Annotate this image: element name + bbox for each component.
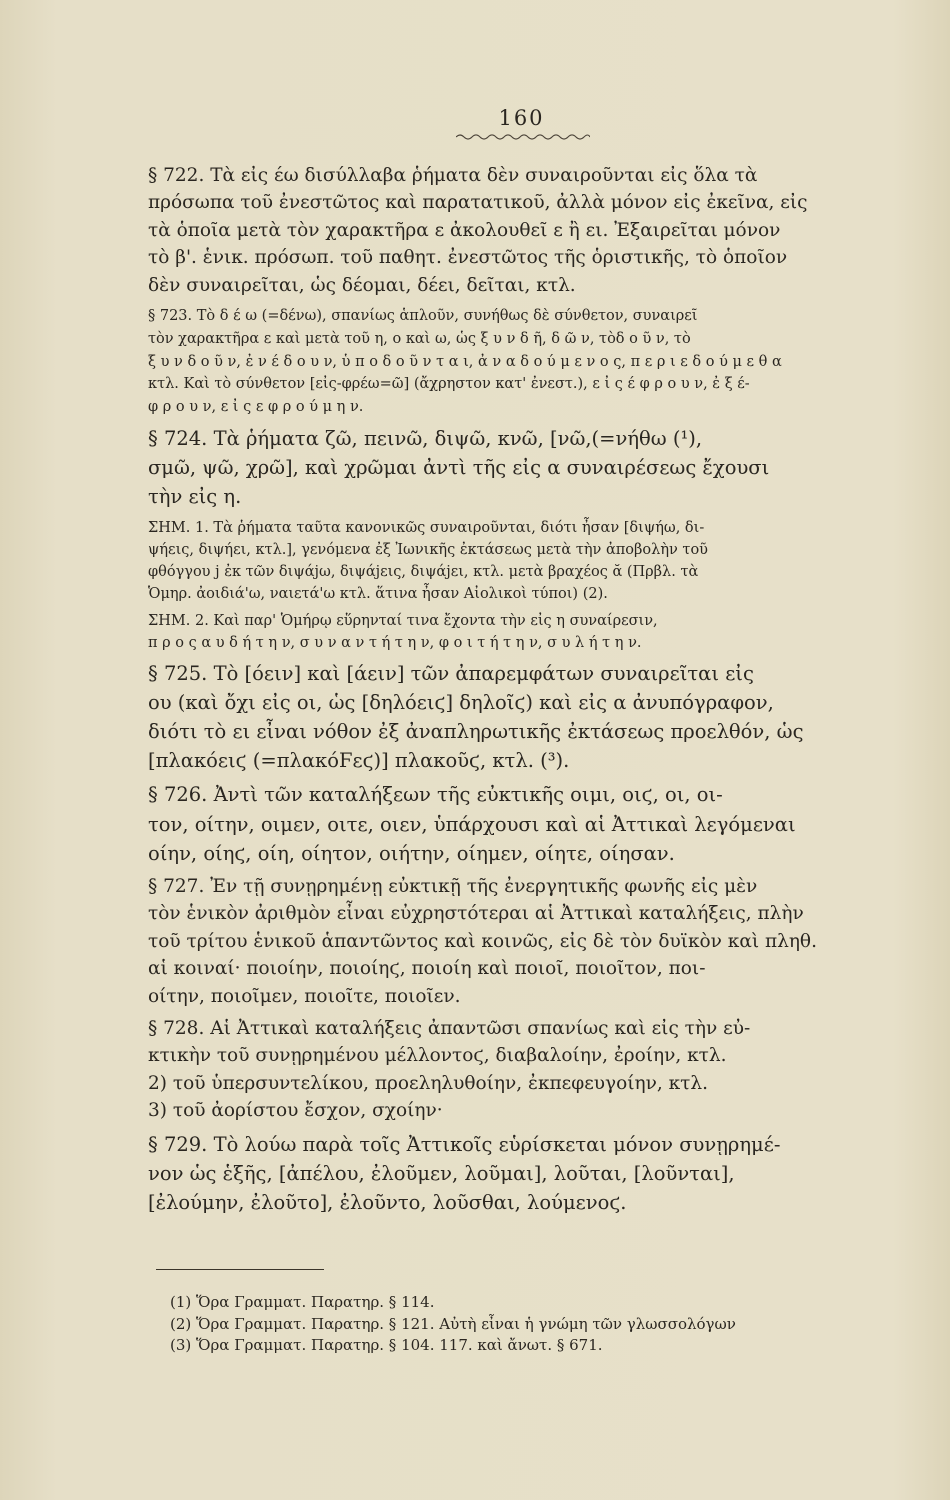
paragraph-724 (148, 424, 893, 512)
page-number: 160 (498, 106, 545, 130)
wavy-ornament (456, 132, 590, 142)
note-1 (148, 517, 893, 605)
main-text (148, 162, 893, 1222)
text-line: 2) τοῦ ὑπερσυντελίκου, προεληλυθοίην, ἐκπεφευγοίην, κτλ. (148, 1072, 708, 1094)
footnote-1: (1) Ὅρα Γραμματ. Παρατηρ. § 114. (170, 1293, 435, 1311)
text-line: οίην, οίηϛ, οίη, οίητον, οιήτην, οίημεν, οίητε, οίησαν. (148, 841, 675, 865)
paragraph-722 (148, 162, 893, 299)
text-line: [ἐλούμην, ἐλοῦτο], ἐλοῦντο, λοῦσθαι, λούμενοϛ. (148, 1191, 627, 1215)
text-line: ου (καὶ ὄχι εἰς οι, ὡς [δηλόειϛ] δηλοῖϛ) καὶ εἰς α ἀνυπόγραφον, (148, 690, 774, 714)
text-line: αἱ κοιναί· ποιοίην, ποιοίηϛ, ποιοίη καὶ ποιοῖ, ποιοῖτον, ποι- (148, 958, 706, 980)
text-line: τὸν ἑνικὸν ἀριθμὸν εἶναι εὐχρηστότεραι αἱ Ἀττικαὶ καταλήξεις, πλὴν (148, 903, 804, 925)
text-line: τοῦ τρίτου ἑνικοῦ ἁπαντῶντος καὶ κοινῶς, εἰς δὲ τὸν δυϊκὸν καὶ πληθ. (148, 930, 817, 952)
paragraph-725 (148, 659, 893, 776)
text-line: οίτην, ποιοῖμεν, ποιοῖτε, ποιοῖεν. (148, 985, 461, 1007)
text-line: τὴν εἰς η. (148, 485, 242, 509)
paragraph-727 (148, 873, 893, 1010)
text-line: νον ὡς ἑξῆς, [ἀπέλου, ἐλοῦμεν, λοῦμαι], λοῦται, [λοῦνται], (148, 1161, 735, 1185)
text-line: ΣΗΜ. 1. Τὰ ῥήματα ταῦτα κανονικῶς συναιροῦνται, διότι ἦσαν [διψήω, δι- (148, 519, 705, 536)
footnote-3: (3) Ὅρα Γραμματ. Παρατηρ. § 104. 117. καὶ ἄνωτ. § 671. (170, 1336, 603, 1354)
text-line: ψήεις, διψήει, κτλ.], γενόμενα ἐξ Ἰωνικῆς ἐκτάσεως μετὰ τὴν ἀποβολὴν τοῦ (148, 541, 708, 558)
text-line: κτικὴν τοῦ συνῃρημένου μέλλοντοϛ, διαβαλοίην, ἐροίην, κτλ. (148, 1045, 727, 1067)
text-line: § 727. Ἐν τῇ συνῃρημένῃ εὐκτικῇ τῆς ἐνεργητικῆς φωνῆς εἰς μὲν (148, 876, 758, 898)
text-line: § 725. Τὸ [όειν] καὶ [άειν] τῶν ἀπαρεμφάτων συναιρεῖται εἰς (148, 661, 754, 685)
footnotes (170, 1292, 870, 1357)
text-line: τον, οίτην, οιμεν, οιτε, οιεν, ὑπάρχουσι καὶ αἱ Ἀττικαὶ λεγόμεναι (148, 812, 796, 836)
text-line: § 729. Τὸ λούω παρὰ τοῖς Ἀττικοῖς εὑρίσκεται μόνον συνῃρημέ- (148, 1132, 781, 1156)
text-line: δὲν συναιρεῖται, ὡς δέομαι, δέει, δεῖται, κτλ. (148, 274, 576, 296)
text-line: φθόγγου j ἐκ τῶν διψάjω, διψάjεις, διψάjει, κτλ. μετὰ βραχέος ᾰ (Πρβλ. τὰ (148, 563, 699, 580)
footnote-divider (156, 1269, 324, 1270)
text-line: § 722. Τὰ εἰς έω δισύλλαβα ῥήματα δὲν συναιροῦνται εἰς ὅλα τὰ (148, 165, 758, 186)
paragraph-723 (148, 305, 893, 419)
text-line: § 723. Τὸ δ έ ω (=δένω), σπανίως ἁπλοῦν, συνήθως δὲ σύνθετον, συναιρεῖ (148, 308, 698, 325)
paragraph-726 (148, 780, 893, 868)
paragraph-728 (148, 1015, 893, 1125)
text-line: κτλ. Καὶ τὸ σύνθετον [εἰς-φρέω=ῶ] (ἄχρηστον κατ' ἐνεστ.), ε ἰ ς έ φ ρ ο υ ν, ἐ ξ έ- (148, 376, 750, 393)
text-line: φ ρ ο υ ν, ε ἰ ς ε φ ρ ο ύ μ η ν. (148, 399, 364, 416)
paragraph-729 (148, 1130, 893, 1218)
text-line: πρόσωπα τοῦ ἐνεστῶτος καὶ παρατατικοῦ, ἀλλὰ μόνον εἰς ἐκεῖνα, εἰς (148, 192, 808, 214)
text-line: [πλακόειϛ (=πλακόϜεϛ)] πλακοῦϛ, κτλ. (³). (148, 749, 570, 773)
text-line: σμῶ, ψῶ, χρῶ], καὶ χρῶμαι ἀντὶ τῆς εἰς α συναιρέσεως ἔχουσι (148, 456, 770, 480)
text-line: § 726. Ἀντὶ τῶν καταλήξεων τῆς εὐκτικῆς οιμι, οιϛ, οι, οι- (148, 783, 723, 807)
text-line: τὸν χαρακτῆρα ε καὶ μετὰ τοῦ η, ο καὶ ω, ὡς ξ υ ν δ ῆ, δ ῶ ν, τὸδ ο ῦ ν, τὸ (148, 330, 691, 347)
text-line: τὰ ὁποῖα μετὰ τὸν χαρακτῆρα ε ἀκολουθεῖ ε ἢ ει. Ἐξαιρεῖται μόνον (148, 219, 781, 241)
text-line: ξ υ ν δ ο ῦ ν, ἐ ν έ δ ο υ ν, ὑ π ο δ ο ῦ ν τ α ι, ἀ ν α δ ο ύ μ ε ν ο ς, π ε ρ ι ε δ ο ύ μ ε θ α (148, 353, 782, 370)
text-line: 3) τοῦ ἀορίστου ἔσχον, σχοίην· (148, 1100, 443, 1122)
text-line: § 728. Αἱ Ἀττικαὶ καταλήξεις ἀπαντῶσι σπανίως καὶ εἰς τὴν εὐ- (148, 1018, 751, 1040)
text-line: π ρ ο ς α υ δ ή τ η ν, σ υ ν α ν τ ή τ η ν, φ ο ι τ ή τ η ν, σ υ λ ή τ η ν. (148, 634, 642, 651)
text-line: ΣΗΜ. 2. Καὶ παρ' Ὁμήρῳ εὕρηνταί τινα ἔχοντα τὴν εἰς η συναίρεσιν, (148, 612, 658, 629)
footnote-2: (2) Ὅρα Γραμματ. Παρατηρ. § 121. Αὐτὴ εἶναι ἡ γνώμη τῶν γλωσσολόγων (170, 1314, 736, 1333)
note-2 (148, 610, 893, 654)
text-line: Ὁμηρ. ἀοιδιά'ω, ναιετά'ω κτλ. ἅτινα ἦσαν Αἰολικοὶ τύποι) (2). (148, 585, 608, 602)
text-line: τὸ β'. ἑνικ. πρόσωπ. τοῦ παθητ. ἐνεστῶτος τῆς ὁριστικῆς, τὸ ὁποῖον (148, 247, 788, 269)
text-line: § 724. Τὰ ῥήματα ζῶ, πεινῶ, διψῶ, κνῶ, [νῶ,(=νήθω (¹), (148, 427, 703, 451)
text-line: διότι τὸ ει εἶναι νόθον ἐξ ἀναπληρωτικῆς ἐκτάσεως προελθόν, ὡς (148, 720, 804, 744)
